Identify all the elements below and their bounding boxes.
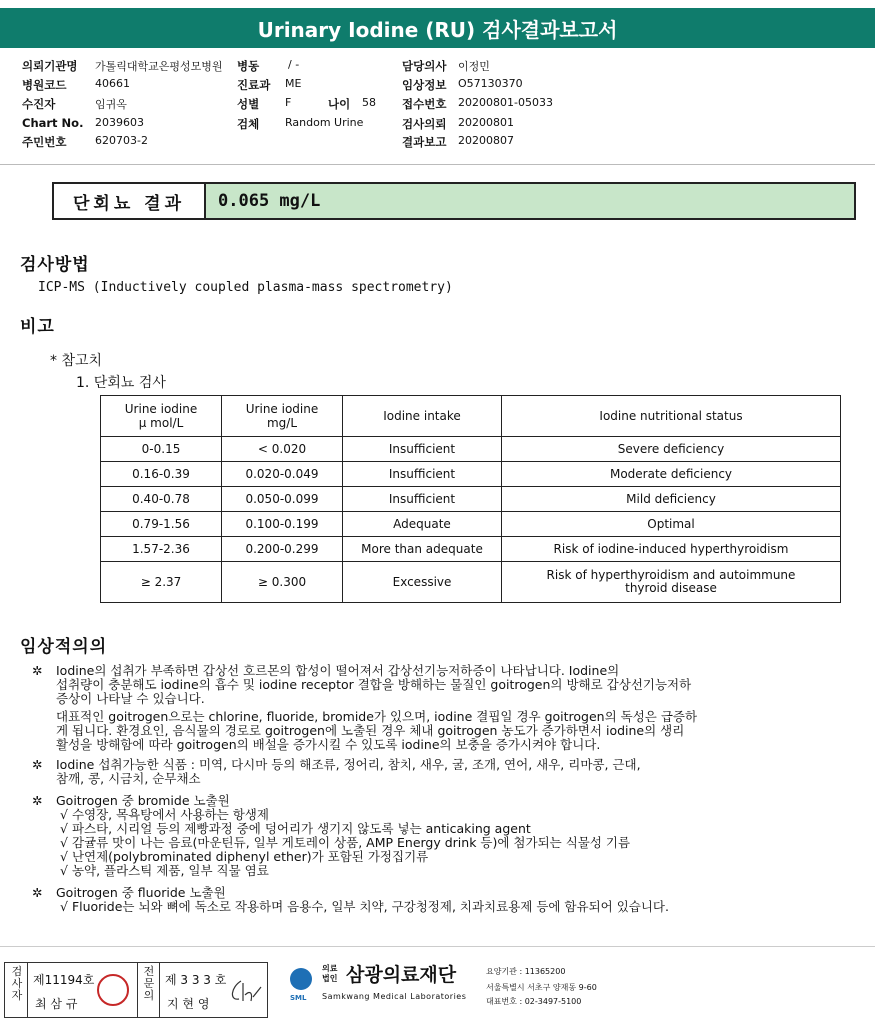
org-prefix: 의료법인 [322, 964, 338, 983]
value-doctor: 이정민 [458, 60, 490, 73]
value-department: ME [285, 77, 302, 90]
list-item: √ 파스타, 시리얼 등의 제빵과정 중에 덩어리가 생기지 않도록 넣는 anticaking agent [60, 821, 531, 836]
footer-divider [0, 946, 875, 947]
clinical-para-3 [32, 757, 862, 786]
table-row [101, 437, 841, 462]
clinical-line: Iodine의 섭취가 부족하면 갑상선 호르몬의 합성이 떨어져서 갑상선기능저하증이 나타납니다. Iodine의 [56, 663, 620, 678]
header-mgl-text: Urine iodine mg/L [245, 402, 319, 430]
specialist-label [139, 966, 159, 1002]
header-intake [343, 396, 502, 437]
table-cell: Moderate deficiency [502, 462, 841, 487]
org-english-name: Samkwang Medical Laboratories [322, 992, 467, 1001]
label-report-date: 결과보고 [402, 135, 447, 149]
result-box [52, 182, 856, 220]
table-cell: 0.020-0.049 [222, 462, 343, 487]
table-cell: Insufficient [343, 462, 502, 487]
table-row [101, 487, 841, 512]
table-cell: 0.40-0.78 [101, 487, 222, 512]
table-header-row [101, 396, 841, 437]
table-cell: Optimal [502, 512, 841, 537]
value-resident-no: 620703-2 [95, 134, 148, 147]
footer [0, 952, 875, 1026]
table-row [101, 537, 841, 562]
clinical-body [22, 664, 862, 914]
label-request-date: 검사의뢰 [402, 117, 447, 131]
header-mgl [222, 396, 343, 437]
bullet-icon: ✲ [32, 885, 43, 900]
examiner-number: 제11194호 [33, 973, 95, 987]
clinical-line: 증상이 나타날 수 있습니다. [56, 691, 205, 706]
table-cell: More than adequate [343, 537, 502, 562]
patient-info [0, 0, 875, 160]
label-department: 진료과 [237, 78, 271, 92]
label-doctor: 담당의사 [402, 59, 447, 73]
list-item: √ 농약, 플라스틱 제품, 일부 직물 염료 [60, 863, 269, 878]
label-resident-no: 주민번호 [22, 135, 67, 149]
label-hospital-code: 병원코드 [22, 78, 67, 92]
clinical-heading: 임상적의의 [20, 637, 108, 657]
value-patient: 임귀옥 [95, 98, 127, 111]
label-age: 나이 [328, 97, 351, 111]
label-chart-no: Chart No. [22, 116, 84, 130]
table-cell: 0.79-1.56 [101, 512, 222, 537]
value-report-date: 20200807 [458, 134, 514, 147]
table-cell: Mild deficiency [502, 487, 841, 512]
table-cell: Adequate [343, 512, 502, 537]
fluoride-section [32, 885, 862, 914]
method-text: ICP-MS (Inductively coupled plasma-mass spectrometry) [38, 280, 453, 295]
clinical-line: 섭취량이 충분해도 iodine의 흡수 및 iodine receptor 결합을 방해하는 물질인 goitrogen의 방해로 갑상선기능저하 [56, 677, 692, 692]
contact-phone: 대표번호 : 02-3497-5100 [486, 997, 582, 1006]
table-cell: < 0.020 [222, 437, 343, 462]
table-cell: 0-0.15 [101, 437, 222, 462]
clinical-para-2 [56, 710, 862, 752]
clinical-line: 활성을 방해함에 따라 goitrogen의 배설을 증가시킬 수 있도록 iodine의 보충을 증가시켜야 합니다. [56, 737, 601, 752]
value-specimen: Random Urine [285, 116, 364, 129]
bullet-icon: ✲ [32, 757, 43, 772]
reference-table [100, 395, 841, 603]
clinical-line: 참깨, 콩, 시금치, 순무채소 [56, 771, 201, 786]
examiner-label-text: 검사자 [11, 965, 23, 1002]
method-heading: 검사방법 [20, 255, 90, 275]
signature-icon [223, 977, 263, 1007]
bromide-section [32, 793, 862, 878]
reference-subtitle: 1. 단회뇨 검사 [76, 375, 166, 391]
header-status-text: Iodine nutritional status [599, 409, 743, 423]
header-status [502, 396, 841, 437]
contact-institution: 요양기관 : 11365200 [486, 967, 566, 976]
value-institution: 가톨릭대학교은평성모병원 [95, 60, 223, 73]
label-receipt-no: 접수번호 [402, 97, 447, 111]
specialist-divider-2 [159, 963, 160, 1017]
header-umol [101, 396, 222, 437]
examiner-name: 최 삼 규 [35, 997, 78, 1011]
label-specimen: 검체 [237, 117, 260, 131]
clinical-line: 게 됩니다. 환경요인, 음식물의 경로로 goitrogen에 노출된 경우 체내 goitrogen 농도가 증가하면서 iodine의 생리 [56, 723, 685, 738]
reference-title: * 참고치 [50, 353, 103, 369]
fluoride-title: Goitrogen 중 fluoride 노출원 [56, 885, 226, 900]
specialist-name: 지 현 영 [167, 997, 210, 1011]
list-item: √ 감귤류 맛이 나는 음료(마운틴듀, 일부 게토레이 상품, AMP Energy drink 등)에 첨가되는 식물성 기름 [60, 835, 631, 850]
label-sex: 성별 [237, 97, 260, 111]
label-clinical-info: 임상정보 [402, 78, 447, 92]
info-divider [0, 164, 875, 165]
value-ward: / - [288, 58, 300, 71]
table-cell: 0.100-0.199 [222, 512, 343, 537]
bromide-title: Goitrogen 중 bromide 노출원 [56, 793, 230, 808]
sml-logo-icon [290, 968, 312, 1002]
table-cell: Excessive [343, 562, 502, 603]
table-row [101, 512, 841, 537]
seal-icon [97, 974, 129, 1006]
remarks-heading: 비고 [20, 317, 55, 337]
clinical-line: Iodine 섭취가능한 식품 : 미역, 다시마 등의 해조류, 정어리, 참치, 새우, 굴, 조개, 연어, 새우, 리마콩, 근대, [56, 757, 641, 772]
report-title: Urinary Iodine (RU) 검사결과보고서 [257, 17, 618, 42]
table-cell: Risk of iodine-induced hyperthyroidism [502, 537, 841, 562]
specialist-label-text: 전문의 [143, 965, 155, 1002]
table-cell: ≥ 2.37 [101, 562, 222, 603]
value-age: 58 [362, 96, 376, 109]
result-label: 단회뇨 결과 [54, 184, 206, 218]
bullet-icon: ✲ [32, 793, 43, 808]
table-cell: Insufficient [343, 487, 502, 512]
header-umol-text: Urine iodine μ mol/L [124, 402, 198, 430]
org-name: 삼광의료재단 [346, 964, 457, 986]
label-institution: 의뢰기관명 [22, 59, 78, 73]
value-hospital-code: 40661 [95, 77, 130, 90]
table-cell: ≥ 0.300 [222, 562, 343, 603]
specialist-divider [137, 963, 138, 1017]
list-item: √ 난연제(polybrominated diphenyl ether)가 포함된 가정집기류 [60, 849, 429, 864]
label-ward: 병동 [237, 59, 260, 73]
examiner-divider [27, 963, 28, 1017]
value-chart-no: 2039603 [95, 116, 144, 129]
table-cell: 1.57-2.36 [101, 537, 222, 562]
table-cell: 0.050-0.099 [222, 487, 343, 512]
specialist-number: 제 3 3 3 호 [165, 973, 227, 987]
value-receipt-no: 20200801-05033 [458, 96, 553, 109]
table-cell: 0.200-0.299 [222, 537, 343, 562]
table-cell: Severe deficiency [502, 437, 841, 462]
clinical-line: 대표적인 goitrogen으로는 chlorine, fluoride, bromide가 있으며, iodine 결핍일 경우 goitrogen의 독성은 급증하 [56, 709, 698, 724]
value-sex: F [285, 96, 292, 109]
table-row [101, 562, 841, 603]
table-cell: 0.16-0.39 [101, 462, 222, 487]
table-cell: Insufficient [343, 437, 502, 462]
contact-address: 서울특별시 서초구 양재동 9-60 [486, 983, 597, 992]
bullet-icon: ✲ [32, 663, 43, 678]
clinical-para-1 [56, 664, 862, 706]
value-request-date: 20200801 [458, 116, 514, 129]
header-intake-text: Iodine intake [383, 409, 461, 423]
value-clinical-info: O57130370 [458, 77, 523, 90]
examiner-label [7, 966, 27, 1002]
list-item: √ 수영장, 목욕탕에서 사용하는 항생제 [60, 807, 269, 822]
label-patient: 수진자 [22, 97, 56, 111]
result-value: 0.065 mg/L [206, 184, 854, 218]
table-cell: Risk of hyperthyroidism and autoimmune thyroid disease [502, 562, 841, 603]
table-row [101, 462, 841, 487]
list-item: √ Fluoride는 뇌와 뼈에 독소로 작용하며 음용수, 일부 치약, 구강청정제, 치과치료용제 등에 함유되어 있습니다. [60, 899, 669, 914]
signature-box [4, 962, 268, 1018]
logo-text: SML [290, 994, 307, 1002]
